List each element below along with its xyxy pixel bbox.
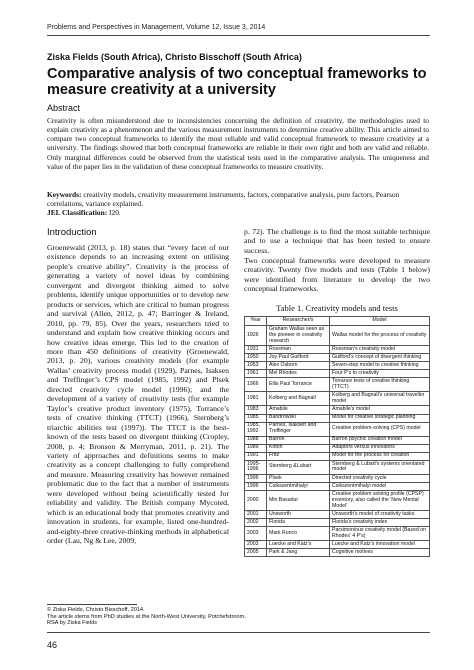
intro-body-right-1: p. 72). The challenge is to find the most suitable technique and to use a technique that has been tested to ensure success. — [244, 227, 430, 255]
cell-researcher: Amabile — [267, 406, 330, 414]
cell-model: Directed creativity cycle — [330, 474, 430, 482]
cell-year: 2001 — [245, 511, 267, 519]
intro-heading: Introduction — [47, 227, 97, 238]
cell-researcher: Rossman — [267, 346, 330, 354]
cell-model: Guilford’s concept of divergent thinking — [330, 354, 430, 362]
cell-year: 1995-1996 — [245, 460, 267, 474]
abstract-text: Creativity is often misunderstood due to inconsistencies concerning the definition of creativity, the methodologies used to explain creativity as a phenomenon and the various measurement instruments to determine creative ability. This article aimed to compare two conceptual frameworks to identify the most reliable and valid conceptual framework to measure creativity at a university. The findings showed that both conceptual frameworks are reliable in their own right and both are valid and reliable. Only marginal differences could be observed from the statistical tests used in the comparative analysis. The uniqueness and value of the paper lies in the validation of these conceptual frameworks to measure creativity. — [47, 116, 429, 171]
cell-year: 1981 — [245, 392, 267, 406]
cell-researcher: Parnes, Isaksen and Treffinger — [267, 422, 330, 436]
cell-model: Csikszentmihalyi model — [330, 483, 430, 491]
table-row — [245, 362, 430, 370]
cell-model: Creative problem-solving (CPS) model — [330, 422, 430, 436]
cell-model: Parsimonious creativity model (Based on Rhodes’ 4 P’s) — [330, 527, 430, 541]
cell-model: Torrance tests of creative thinking (TTCT) — [330, 378, 430, 392]
cell-year: 1966 — [245, 378, 267, 392]
table-row — [245, 422, 430, 436]
keywords-text: creativity models, creativity measurement instruments, factors, comparative analysis, pure factors, Pearson correlations, variance explained. — [47, 190, 400, 209]
cell-model: Luecke and Katz’s innovation model — [330, 541, 430, 549]
table-row — [245, 370, 430, 378]
cell-year: 1983 — [245, 406, 267, 414]
table-row — [245, 541, 430, 549]
cell-researcher: Barron — [267, 436, 330, 444]
cell-year: 1985, 1992 — [245, 422, 267, 436]
cell-model: Unsworth’s model of creativity tasks — [330, 511, 430, 519]
cell-researcher: Sternberg &Lubart — [267, 460, 330, 474]
footer-rule — [47, 632, 430, 633]
cell-model: Creative problem solving profile (CPSP) inventory, also called the ‘New Mental Model’ — [330, 491, 430, 511]
cell-model: Amabile’s model — [330, 406, 430, 414]
cell-year: 1985 — [245, 414, 267, 422]
table-header-row — [245, 317, 430, 326]
cell-researcher: Kirton — [267, 444, 330, 452]
cell-model: Model for the process for creation — [330, 452, 430, 460]
cell-researcher: Park & Jang — [267, 549, 330, 557]
cell-model: Adaptors versus innovators — [330, 444, 430, 452]
cell-researcher: Mark Runco — [267, 527, 330, 541]
table-row — [245, 519, 430, 527]
header-rule — [47, 35, 430, 36]
cell-year: 1991 — [245, 452, 267, 460]
cell-researcher: Kolberg and Bagnall — [267, 392, 330, 406]
cell-researcher: Florida — [267, 519, 330, 527]
table-row — [245, 346, 430, 354]
cell-researcher: Min Basadur — [267, 491, 330, 511]
table-row — [245, 491, 430, 511]
cell-year: 2002 — [245, 519, 267, 527]
jel-text: I20. — [109, 208, 121, 218]
cell-researcher: Mel Rhodes — [267, 370, 330, 378]
col-header-model: Model — [330, 317, 430, 326]
table-row — [245, 444, 430, 452]
cell-researcher: Joy Paul Guilford — [267, 354, 330, 362]
table-row — [245, 354, 430, 362]
journal-header: Problems and Perspectives in Management, Volume 12, Issue 3, 2014 — [47, 24, 266, 31]
cell-researcher: Csikszentmihalyi — [267, 483, 330, 491]
cell-model: Sternberg & Lubart’s systems orientated model — [330, 460, 430, 474]
cell-researcher: Graham Wallas seen as the pioneer in creativity research — [267, 326, 330, 346]
keywords-label: Keywords: — [47, 190, 82, 199]
table-caption: Table 1. Creativity models and tests — [276, 303, 398, 313]
cell-year: 2003 — [245, 541, 267, 549]
table-row — [245, 414, 430, 422]
table-row — [245, 326, 430, 346]
table-row — [245, 527, 430, 541]
cell-model: Rossman’s creativity model — [330, 346, 430, 354]
cell-model: Seven-step model to creative thinking — [330, 362, 430, 370]
col-header-researcher: Researcher/s — [267, 317, 330, 326]
intro-body-left: Groenewald (2013, p. 18) states that “every facet of our existence depends to an increasing extent on utilising people’s creative ability”. Creativity is the process of generating a variety of novel ideas by combining convergent and divergent thinking aimed to solve problems, identify unique opportunities or to develop new products or services, which are critical to human progress and survival (Allen, 2012, p. 47; Barringer & Ireland, 2010, pp. 79, 85). Over the years, researchers tried to understand and explain how creative thinking occurs and how creative ideas emerge. This led to the creation of more than 450 definitions of creativity (Groenewald, 2013, p. 20), various creativity models (for example Wallas’ creativity process model (1929), Parnes, Isaksen and Treffinger’s CPS model (1985, 1992) and Plsek directed creativity cycle model (1996); and the development of a variety of creativity tests (for example Taylor’s creative product inventory (1975), Torrance’s tests of creative thinking (TTCT) (1966), Sternberg’s triarchic abilities test (1997)). The TTCT is the best-known of the tests based on divergent thinking (Cropley, 2008, p. 4; Bronson & Merryman, 2011, p. 21). The variety of approaches and definitions seems to make creativity as a concept challenging to fully comprehend and measure. Measuring creativity has however remained problematic due to the fact that a number of instruments were developed without being scientifically tested for reliability and validity. The British company Mycoted, which is an educational body that promotes creativity and innovation in students, for example, listed one-hundred-and-eighty-three creative-thinking methods in alphabetical order (Lau, Ng & Lee, 2009, — [47, 243, 229, 546]
abstract-heading: Abstract — [47, 103, 81, 113]
cell-year: 1996 — [245, 474, 267, 482]
table-row — [245, 452, 430, 460]
table-row — [245, 483, 430, 491]
table-row — [245, 549, 430, 557]
cell-year: 1961 — [245, 370, 267, 378]
cell-researcher: Alex Osborn — [267, 362, 330, 370]
cell-researcher: Plsek — [267, 474, 330, 482]
cell-year: 2003 — [245, 527, 267, 541]
table-row — [245, 436, 430, 444]
cell-researcher: Luecke and Katz’s — [267, 541, 330, 549]
cell-year: 1996 — [245, 483, 267, 491]
col-header-year: Year — [245, 317, 267, 326]
cell-researcher: Unsworth — [267, 511, 330, 519]
cell-model: Wallas model for the process of creativity — [330, 326, 430, 346]
table-row — [245, 406, 430, 414]
cell-year: 1953 — [245, 362, 267, 370]
cell-researcher: Ellis Paul Torrance — [267, 378, 330, 392]
cell-year: 2005 — [245, 549, 267, 557]
table-row — [245, 474, 430, 482]
cell-model: Florida’s creativity index — [330, 519, 430, 527]
page-number: 46 — [47, 640, 58, 650]
creativity-models-table — [244, 316, 430, 557]
cell-year: 1931 — [245, 346, 267, 354]
cell-model: Barron psychic creation model — [330, 436, 430, 444]
cell-year: 2000 — [245, 491, 267, 511]
footnote-rule — [47, 604, 137, 605]
footnote-note: The article stems from PhD studies at the North-West University, Potchefstroom, RSA by Ziska Fields — [47, 613, 246, 627]
cell-model: Cognitive motives — [330, 549, 430, 557]
table-row — [245, 378, 430, 392]
table-row — [245, 460, 430, 474]
keywords-block — [47, 190, 429, 217]
footnote-copyright: © Ziska Fields, Christo Bisschoff, 2014. — [47, 607, 145, 613]
table-row — [245, 511, 430, 519]
cell-year: 1950 — [245, 354, 267, 362]
cell-year: 1926 — [245, 326, 267, 346]
cell-researcher: Fritz — [267, 452, 330, 460]
footnote — [47, 607, 247, 627]
jel-label: JEL Classification: — [47, 208, 108, 218]
cell-model: Four P’s to creativity — [330, 370, 430, 378]
cell-model: Model for creative strategic planning — [330, 414, 430, 422]
intro-body-right-2: Two conceptual frameworks were developed to measure creativity. Twenty five models and tests (Table 1 below) were identified from literature to develop the two conceptual frameworks. — [244, 256, 430, 294]
cell-year: 1988 — [245, 436, 267, 444]
cell-model: Kolberg and Bagnall’s universal traveller model — [330, 392, 430, 406]
paper-title: Comparative analysis of two conceptual frameworks to measure creativity at a university — [47, 66, 427, 98]
table-row — [245, 392, 430, 406]
cell-year: 1989 — [245, 444, 267, 452]
cell-researcher: Bandrowski — [267, 414, 330, 422]
authors: Ziska Fields (South Africa), Christo Bisschoff (South Africa) — [47, 52, 302, 62]
